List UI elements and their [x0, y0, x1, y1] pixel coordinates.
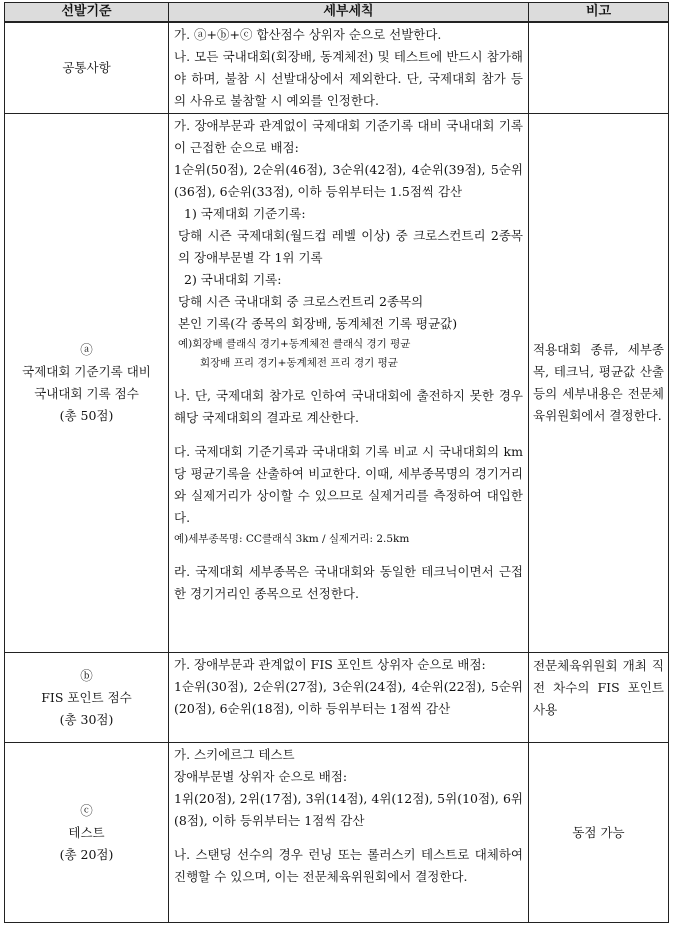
remarks-cell: 적용대회 종류, 세부종목, 테크닉, 평균값 산출 등의 세부내용은 전문체육위원회에서 결정한다.: [529, 114, 669, 653]
criteria-cell: [5, 653, 169, 743]
criteria-marker: ⓐ: [80, 342, 93, 357]
sub-item-title: 2) 국내대회 기록:: [184, 272, 282, 287]
detail-item: 가. 스키에르그 테스트: [174, 747, 295, 762]
criteria-label: 공통사항: [62, 60, 111, 75]
sub-item-text: 본인 기록(각 종목의 회장배, 동계체전 기록 평균값): [178, 316, 458, 331]
example-text: 예)세부종목명: CC클래식 3km / 실제거리: 2.5km: [174, 533, 410, 545]
sub-item-title: 1) 국제대회 기준기록:: [184, 206, 306, 221]
criteria-marker: ⓒ: [80, 802, 93, 818]
criteria-label: FIS 포인트 점수: [41, 689, 132, 705]
detail-item: 다. 국제대회 기준기록과 국내대회 기록 비교 시 국내대회의 km당 평균기록을 산출하여 비교한다. 이때, 세부종목명의 경기거리와 실제거리가 상이할 수 있으므로 실제거리를 측정하여 대입한다.: [174, 444, 523, 525]
criteria-cell: [5, 22, 169, 114]
detail-item: 나. 모든 국내대회(회장배, 동계체전) 및 테스트에 반드시 참가해야 하며, 불참 시 선발대상에서 제외한다. 단, 국제대회 참가 등의 사유로 불참할 시 예외를 인정한다.: [174, 49, 523, 108]
details-cell: [169, 743, 529, 923]
header-details: 세부세칙: [169, 3, 529, 23]
detail-item: 가. ⓐ+ⓑ+ⓒ 합산점수 상위자 순으로 선발한다.: [174, 27, 442, 42]
criteria-points: (총 20점): [59, 846, 114, 862]
detail-item: 라. 국제대회 세부종목은 국내대회와 동일한 테크닉이면서 근접한 경기거리인 종목으로 선정한다.: [174, 564, 523, 601]
score-table-text: 1순위(50점), 2순위(46점), 3순위(42점), 4순위(39점), 5순위(36점), 6순위(33점), 이하 등위부터는 1.5점씩 감산: [174, 162, 523, 199]
remarks-cell: 전문체육위원회 개최 직전 차수의 FIS 포인트 사용: [529, 653, 669, 743]
table-row: [5, 114, 669, 653]
detail-item: 가. 장애부문과 관계없이 FIS 포인트 상위자 순으로 배점:: [174, 657, 486, 672]
criteria-cell: [5, 114, 169, 653]
detail-item: 가. 장애부문과 관계없이 국제대회 기준기록 대비 국내대회 기록이 근접한 순으로 배점:: [174, 118, 523, 155]
score-table-text: 1순위(30점), 2순위(27점), 3순위(24점), 4순위(22점), 5순위(20점), 6순위(18점), 이하 등위부터는 1점씩 감산: [174, 679, 523, 716]
score-table-text: 1위(20점), 2위(17점), 3위(14점), 4위(12점), 5위(10점), 6위(8점), 이하 등위부터는 1점씩 감산: [174, 791, 523, 828]
table-header-row: [5, 3, 669, 23]
criteria-label: 국제대회 기준기록 대비: [22, 364, 151, 379]
sub-item-text: 당해 시즌 국내대회 중 크로스컨트리 2종목의: [178, 294, 424, 309]
sub-item-text: 장애부문별 상위자 순으로 배점:: [174, 769, 348, 784]
criteria-points: (총 50점): [59, 408, 114, 423]
header-criteria: 선발기준: [5, 3, 169, 23]
details-cell: [169, 653, 529, 743]
details-cell: [169, 114, 529, 653]
criteria-cell: [5, 743, 169, 923]
remarks-cell: [529, 22, 669, 114]
criteria-label: 테스트: [68, 824, 105, 840]
criteria-points: (총 30점): [59, 711, 114, 727]
details-cell: [169, 22, 529, 114]
criteria-marker: ⓑ: [80, 667, 93, 683]
header-remarks: 비고: [529, 3, 669, 23]
detail-item: 나. 단, 국제대회 참가로 인하여 국내대회에 출전하지 못한 경우 해당 국제대회의 결과로 계산한다.: [174, 388, 523, 425]
example-text: 회장배 프리 경기+동계체전 프리 경기 평균: [200, 357, 398, 369]
table-row: [5, 22, 669, 114]
table-row: [5, 653, 669, 743]
detail-item: 나. 스탠딩 선수의 경우 런닝 또는 롤러스키 테스트로 대체하여 진행할 수 있으며, 이는 전문체육위원회에서 결정한다.: [174, 847, 523, 884]
sub-item-text: 당해 시즌 국제대회(월드컵 레벨 이상) 중 크로스컨트리 2종목의 장애부문별 각 1위 기록: [178, 228, 523, 265]
remarks-cell: 동점 가능: [529, 743, 669, 923]
example-text: 예)회장배 클래식 경기+동계체전 클래식 경기 평균: [178, 338, 411, 350]
table-row: [5, 743, 669, 923]
selection-criteria-table: [4, 2, 669, 923]
criteria-label: 국내대회 기록 점수: [34, 386, 139, 401]
